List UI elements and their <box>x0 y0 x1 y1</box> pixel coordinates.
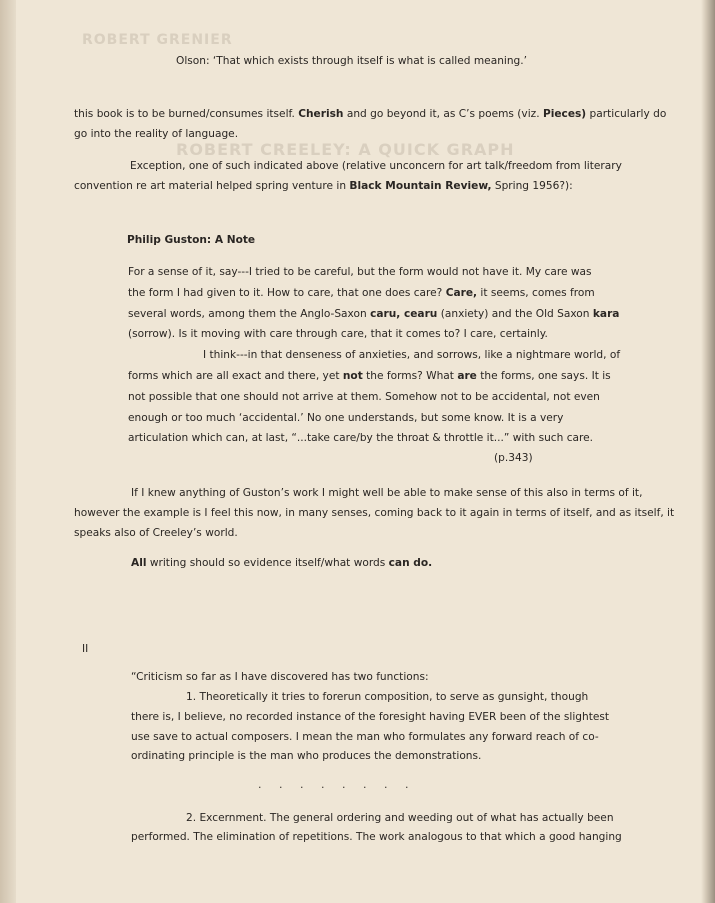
quote-line: use save to actual composers. I mean the man who formulates any forward reach of co- <box>131 731 599 743</box>
olson-quote: Olson: ‘That which exists through itself is what is called meaning.’ <box>176 55 528 67</box>
page-edge-right <box>701 0 715 903</box>
quote-line: there is, I believe, no recorded instance of the foresight having EVER been of the slightest <box>131 711 610 723</box>
quote-line: performed. The elimination of repetitions. The work analogous to that which a good hanging <box>131 831 622 843</box>
page-edge-left <box>0 0 16 903</box>
ellipsis-divider: . . . . . . . . <box>258 778 416 791</box>
paragraph-line: speaks also of Creeley’s world. <box>74 527 238 539</box>
quote-line: ordinating principle is the man who produces the demonstrations. <box>131 750 482 762</box>
section-heading: Philip Guston: A Note <box>127 234 256 246</box>
bleed-through-name: ROBERT GRENIER <box>82 32 233 48</box>
paragraph-line: If I knew anything of Guston’s work I might well be able to make sense of this also in terms of it, <box>131 487 643 499</box>
quote-line: enough or too much ‘accidental.’ No one understands, but some know. It is a very <box>128 412 564 424</box>
quote-line: the form I had given to it. How to care, that one does care? Care, it seems, comes from <box>128 287 595 299</box>
paragraph-line: All writing should so evidence itself/what words can do. <box>131 557 433 569</box>
paragraph-line: go into the reality of language. <box>74 128 239 140</box>
bleed-through-title: ROBERT CREELEY: A QUICK GRAPH <box>176 140 515 159</box>
section-marker: II <box>82 643 89 655</box>
quote-line: several words, among them the Anglo-Saxon caru, cearu (anxiety) and the Old Saxon kara <box>128 308 620 320</box>
quote-line: For a sense of it, say---I tried to be careful, but the form would not have it. My care was <box>128 266 592 278</box>
quote-line: forms which are all exact and there, yet not the forms? What are the forms, one says. It is <box>128 370 611 382</box>
quote-line: not possible that one should not arrive at them. Somehow not to be accidental, not even <box>128 391 600 403</box>
paragraph-line: Exception, one of such indicated above (relative unconcern for art talk/freedom from literary <box>130 160 622 172</box>
paragraph-line: however the example is I feel this now, in many senses, coming back to it again in terms of itself, and as itself, it <box>74 507 675 519</box>
quote-line: 1. Theoretically it tries to forerun composition, to serve as gunsight, though <box>186 691 589 703</box>
quote-line: I think---in that denseness of anxieties, and sorrows, like a nightmare world, of <box>203 349 621 361</box>
quote-line: articulation which can, at last, “...take care/by the throat & throttle it...” with such care. <box>128 432 594 444</box>
quote-line: “Criticism so far as I have discovered has two functions: <box>131 671 429 683</box>
paragraph-line: this book is to be burned/consumes itself. Cherish and go beyond it, as C’s poems (viz. Pieces) particularly do <box>74 108 667 120</box>
page-citation: (p.343) <box>494 452 533 464</box>
quote-line: (sorrow). Is it moving with care through care, that it comes to? I care, certainly. <box>128 328 548 340</box>
paragraph-line: convention re art material helped spring venture in Black Mountain Review, Spring 1956?): <box>74 180 573 192</box>
quote-line: 2. Excernment. The general ordering and weeding out of what has actually been <box>186 812 614 824</box>
